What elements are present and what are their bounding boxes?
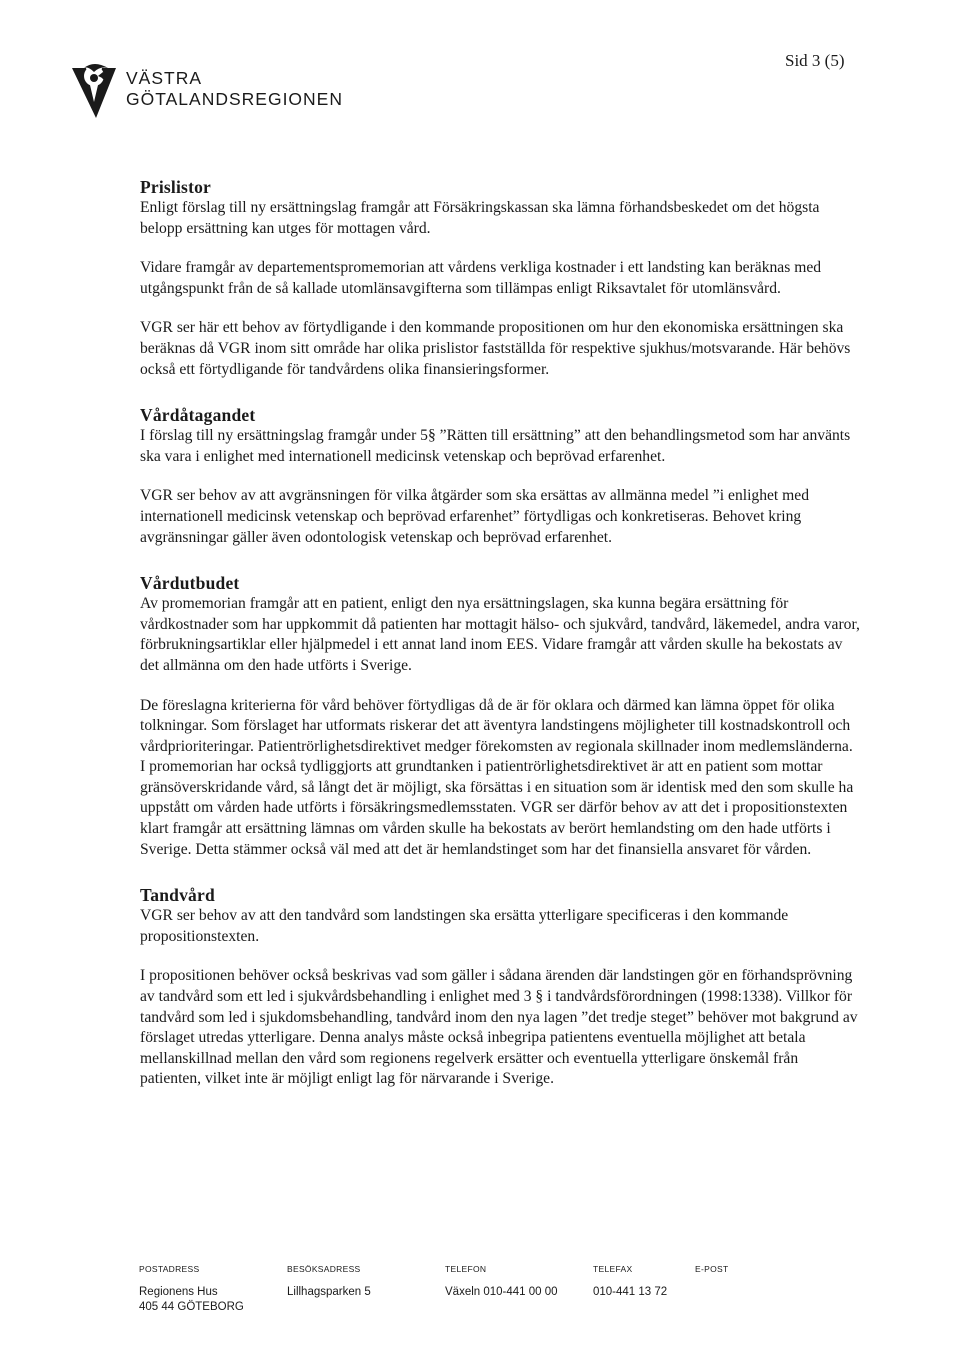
vgr-logo-mark-icon	[70, 62, 126, 120]
paragraph: De föreslagna kriterierna för vård behöver förtydligas då de är för oklara och därmed kan lämna öppet för olika tolkningar. Som förslaget har utformats riskerar det att äventyra landstingens möjligheter till kostnadskontroll och vårdprioriteringar. Patientrörlighetsdirektivet medger förekomsten av regionala skillnader inom medlemsländerna. I promemorian har också tydliggjorts att grundtanken i patientrörlighetsdirektivet är att en patient som mottar gränsöverskridande vård, så långt det är möjligt, ska försättas i en situation som är identisk med den som skulle ha uppstått om vården hade utförts i försäkringsmedlemsstaten. VGR ser därför behov av att det i propositionstexten klart framgår att ersättning lämnas om vården skulle ha bekostats av berört hemlandsting om den hade utförts i Sverige. Detta stämmer också väl med att det är hemlandstinget som har det finansiella ansvaret för vården.	[140, 696, 854, 858]
section-heading: Prislistor	[140, 177, 212, 197]
footer-value: 010-441 13 72	[593, 1286, 668, 1298]
footer-value: Regionens Hus	[139, 1286, 218, 1298]
page-footer	[139, 1264, 839, 1324]
organization-logo	[70, 62, 390, 122]
section-heading: Vårdåtagandet	[140, 405, 256, 426]
footer-value: 405 44 GÖTEBORG	[139, 1301, 244, 1313]
footer-label: TELEFON	[445, 1264, 487, 1274]
paragraph: VGR ser behov av att avgränsningen för vilka åtgärder som ska ersättas av allmänna medel ”i enlighet med internationell medicinsk vetenskap och beprövad erfarenhet” förtydligas och konkretiseras. Behovet kring avgränsningar gäller även odontologisk vetenskap och beprövad erfarenhet.	[140, 487, 810, 546]
section-tandvard	[140, 884, 860, 1090]
footer-besoksadress	[287, 1264, 371, 1300]
footer-value: Växeln 010-441 00 00	[445, 1286, 558, 1298]
footer-epost	[695, 1264, 728, 1274]
paragraph: VGR ser här ett behov av förtydligande i den kommande propositionen om hur den ekonomiska ersättningen ska beräknas då VGR inom sitt område har olika prislistor fastställda för respektive sjukhus/motsvarande. Här behövs också ett förtydligande för tandvårdens olika finansieringsformer.	[140, 319, 851, 378]
document-body	[140, 176, 860, 1090]
footer-value: Lillhagsparken 5	[287, 1286, 371, 1298]
footer-label: TELEFAX	[593, 1264, 633, 1274]
logo-text-line1: VÄSTRA	[126, 68, 203, 88]
footer-telefon	[445, 1264, 558, 1300]
section-heading: Tandvård	[140, 885, 215, 906]
paragraph: VGR ser behov av att den tandvård som landstingen ska ersätta ytterligare specificeras i den kommande propositionstexten.	[140, 907, 789, 945]
footer-label: POSTADRESS	[139, 1264, 200, 1274]
paragraph: Enligt förslag till ny ersättningslag framgår att Försäkringskassan ska lämna förhandsbeskedet om det högsta belopp ersättning kan utges för mottagen vård.	[140, 199, 820, 237]
section-vardutbudet	[140, 572, 860, 860]
paragraph: I förslag till ny ersättningslag framgår under 5§ ”Rätten till ersättning” att den behandlingsmetod som har använts ska vara i enlighet med internationell medicinsk vetenskap och beprövad erfarenhet.	[140, 427, 851, 465]
footer-telefax	[593, 1264, 667, 1300]
footer-postadress	[139, 1264, 244, 1315]
section-heading: Vårdutbudet	[140, 573, 240, 594]
section-vardatagandet	[140, 404, 860, 548]
paragraph: Av promemorian framgår att en patient, enligt den nya ersättningslagen, ska kunna begära ersättning för vårdkostnader som har uppkommit då patienten har mottagit hälso- och sjukvård, tandvård, läkemedel, andra varor, förbrukningsartiklar eller hjälpmedel i ett annat land inom EES. Vidare framgår att vården skulle ha bekostats av det allmänna om den hade utförts i Sverige.	[140, 595, 860, 674]
footer-label: BESÖKSADRESS	[287, 1264, 361, 1274]
logo-text-line2: GÖTALANDSREGIONEN	[126, 89, 343, 109]
page-number: Sid 3 (5)	[785, 51, 845, 70]
paragraph: Vidare framgår av departementspromemorian att vårdens verkliga kostnader i ett landsting kan beräknas med utgångspunkt från de så kallade utomlänsavgifterna som tillämpas enligt Riksavtalet för utomlänsvård.	[140, 259, 822, 297]
section-prislistor	[140, 176, 860, 380]
paragraph: I propositionen behöver också beskrivas vad som gäller i sådana ärenden där landstingen gör en förhandsprövning av tandvård som ett led i sjukvårdsbehandling i enlighet med 3 § i tandvårdsförordningen (1998:1338). Villkor för tandvård som led i sjukdomsbehandling, tandvård inom den nya lagen ”det tredje steget” behöver mot bakgrund av förslaget utredas ytterligare. Denna analys måste också inbegripa patientens eventuella möjlighet att betala mellanskillnad mellan den vård som regionens regelverk ersätter och eventuella ytterligare önskemål från patienten, vilket inte är möjligt enligt lag för närvarande i Sverige.	[140, 967, 858, 1088]
footer-label: E-POST	[695, 1264, 729, 1274]
